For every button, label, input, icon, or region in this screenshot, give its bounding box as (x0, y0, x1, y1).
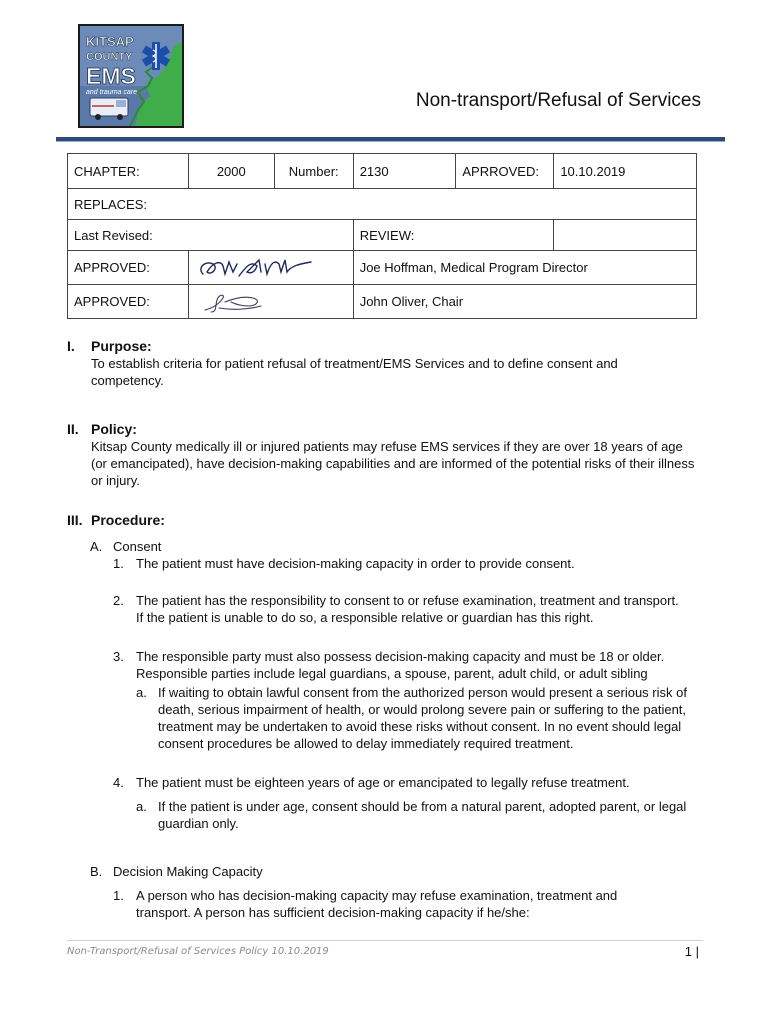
logo-text-line4: and trauma care (86, 89, 137, 96)
purpose-text: To establish criteria for patient refusal of treatment/EMS Services and to define consent and competency. (91, 356, 618, 388)
section-purpose (67, 338, 707, 389)
meta-row-chapter (68, 154, 697, 189)
approved2-name: John Oliver, Chair (353, 285, 696, 319)
number-value: 2130 (353, 154, 456, 189)
review-label: REVIEW: (353, 220, 554, 251)
procedure-number: III. (67, 512, 83, 528)
kitsap-ems-logo (78, 24, 184, 128)
subsection-a-label: A. (90, 539, 103, 554)
consent-item-3 (113, 648, 705, 682)
consent-item-4-number: 4. (113, 775, 124, 790)
procedure-heading (67, 512, 707, 529)
meta-row-revised (68, 220, 697, 251)
consent-item-4a-text: If the patient is under age, consent should be from a natural parent, adopted parent, or legal guardian only. (158, 799, 687, 831)
section-policy (67, 421, 707, 489)
consent-item-2-number: 2. (113, 593, 124, 608)
subsection-b-decision-capacity (90, 863, 263, 880)
consent-item-4a-letter: a. (136, 799, 147, 814)
approved2-label: APPROVED: (68, 285, 189, 319)
purpose-heading-text: Purpose: (91, 338, 152, 354)
logo-text-line1: KITSAP (86, 34, 134, 49)
last-revised-label: Last Revised: (68, 220, 354, 251)
consent-item-3a-letter: a. (136, 685, 147, 700)
logo-text-line3: EMS (86, 63, 136, 89)
approved1-label: APPROVED: (68, 251, 189, 285)
approved-date-label: APRROVED: (456, 154, 554, 189)
chapter-value: 2000 (188, 154, 274, 189)
chapter-label: CHAPTER: (68, 154, 189, 189)
consent-item-3-text: The responsible party must also possess decision-making capacity and must be 18 or older. Responsible parties include legal guardians, a spouse, parent, adult child, or adult sibling (136, 649, 665, 681)
consent-item-4a (136, 798, 696, 832)
review-value (554, 220, 697, 251)
footer-page-number: 1 | (684, 944, 699, 959)
consent-item-2 (113, 592, 685, 626)
consent-item-3a-text: If waiting to obtain lawful consent from the authorized person would present a serious risk of death, serious impairment of health, or would prolong severe pain or suffering to the patient, treatment may be undertaken to avoid these risks without consent. In no event should legal consent procedures be allowed to delay immediately required treatment. (158, 685, 687, 751)
meta-row-replaces (68, 189, 697, 220)
logo-text-line2: COUNTY (86, 51, 133, 63)
consent-item-1 (113, 555, 703, 572)
approved1-signature-cell (188, 251, 353, 285)
approved1-name: Joe Hoffman, Medical Program Director (353, 251, 696, 285)
consent-item-1-text: The patient must have decision-making capacity in order to provide consent. (136, 556, 575, 571)
policy-heading (67, 421, 707, 438)
consent-item-3-number: 3. (113, 649, 124, 664)
consent-item-1-number: 1. (113, 556, 124, 571)
policy-heading-text: Policy: (91, 421, 137, 437)
subsection-a-consent (90, 538, 161, 555)
subsection-a-title: Consent (113, 539, 162, 554)
capacity-item-1 (113, 887, 673, 921)
consent-item-4-text: The patient must be eighteen years of age or emancipated to legally refuse treatment. (136, 775, 630, 790)
approved2-signature-cell (188, 285, 353, 319)
replaces-label: REPLACES: (68, 189, 697, 220)
purpose-heading (67, 338, 707, 355)
footer-divider (67, 940, 703, 941)
signature-john-oliver (195, 288, 285, 316)
purpose-number: I. (67, 338, 75, 354)
footer-document-name: Non-Transport/Refusal of Services Policy 10.10.2019 (67, 946, 329, 957)
consent-item-4 (113, 774, 705, 791)
header-divider-shadow (56, 141, 725, 142)
policy-text: Kitsap County medically ill or injured patients may refuse EMS services if they are over 18 years of age (or emancipated), have decision-making capabilities and are informed of the potential risks of their illness or injury. (91, 439, 695, 488)
section-procedure (67, 512, 707, 529)
logo-graphic (80, 26, 182, 126)
procedure-heading-text: Procedure: (91, 512, 165, 528)
consent-item-2-text: The patient has the responsibility to consent to or refuse examination, treatment and transport. If the patient is unable to do so, a responsible relative or guardian has this right. (136, 593, 679, 625)
meta-row-approved-2 (68, 285, 697, 319)
capacity-item-1-text: A person who has decision-making capacity may refuse examination, treatment and transport. A person has sufficient decision-making capacity if he/she: (136, 888, 618, 920)
subsection-b-label: B. (90, 864, 103, 879)
subsection-b-title: Decision Making Capacity (113, 864, 263, 879)
approved-date-value: 10.10.2019 (554, 154, 697, 189)
policy-number: II. (67, 421, 79, 437)
document-title: Non-transport/Refusal of Services (415, 90, 701, 111)
capacity-item-1-number: 1. (113, 888, 124, 903)
signature-joe-hoffman (195, 254, 325, 282)
policy-meta-table (67, 153, 697, 319)
meta-row-approved-1 (68, 251, 697, 285)
number-label: Number: (274, 154, 353, 189)
consent-item-3a (136, 684, 696, 752)
